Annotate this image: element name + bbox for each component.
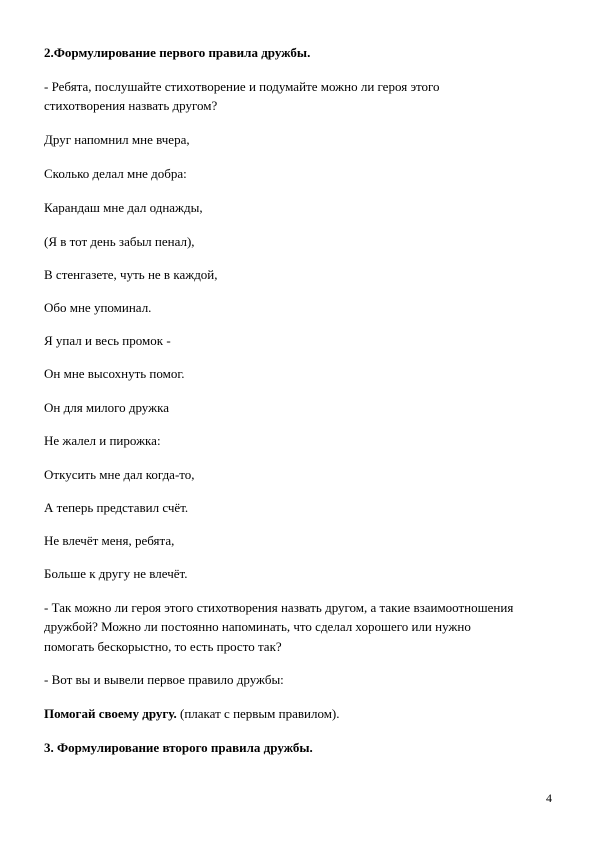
poem-line: Не жалел и пирожка: <box>44 433 161 448</box>
poem-line: А теперь представил счёт. <box>44 500 189 515</box>
poem-line: (Я в тот день забыл пенал), <box>44 234 195 249</box>
poem-line: Друг напомнил мне вчера, <box>44 132 190 147</box>
rule-note-text: (плакат с первым правилом). <box>176 706 340 721</box>
poem-line: Он мне высохнуть помог. <box>44 366 185 381</box>
poem-line: Он для милого дружка <box>44 400 169 415</box>
poem-line: Откусить мне дал когда-то, <box>44 467 195 482</box>
rule-bold-text: Помогай своему другу. <box>44 706 177 721</box>
page-number: 4 <box>546 791 552 805</box>
poem-line: Сколько делал мне добра: <box>44 166 187 181</box>
poem-line: Больше к другу не влечёт. <box>44 566 188 581</box>
intro-line-1: - Ребята, послушайте стихотворение и подумайте можно ли героя этого <box>44 79 440 94</box>
intro-line-2: стихотворения назвать другом? <box>44 98 218 113</box>
poem-line: Не влечёт меня, ребята, <box>44 533 175 548</box>
poem-line: Карандаш мне дал однажды, <box>44 200 203 215</box>
poem-line: В стенгазете, чуть не в каждой, <box>44 267 218 282</box>
question-line-1: - Так можно ли героя этого стихотворения назвать другом, а такие взаимоотношения <box>44 600 514 615</box>
question-line-2: дружбой? Можно ли постоянно напоминать, что сделал хорошего или нужно <box>44 619 471 634</box>
rule-line <box>44 705 340 722</box>
section2-heading: 2.Формулирование первого правила дружбы. <box>44 45 311 60</box>
section3-heading: 3. Формулирование второго правила дружбы. <box>44 740 313 755</box>
question-line-3: помогать бескорыстно, то есть просто так? <box>44 639 282 654</box>
poem-line: Обо мне упоминал. <box>44 300 152 315</box>
conclusion-line: - Вот вы и вывели первое правило дружбы: <box>44 672 284 687</box>
poem-line: Я упал и весь промок - <box>44 333 171 348</box>
